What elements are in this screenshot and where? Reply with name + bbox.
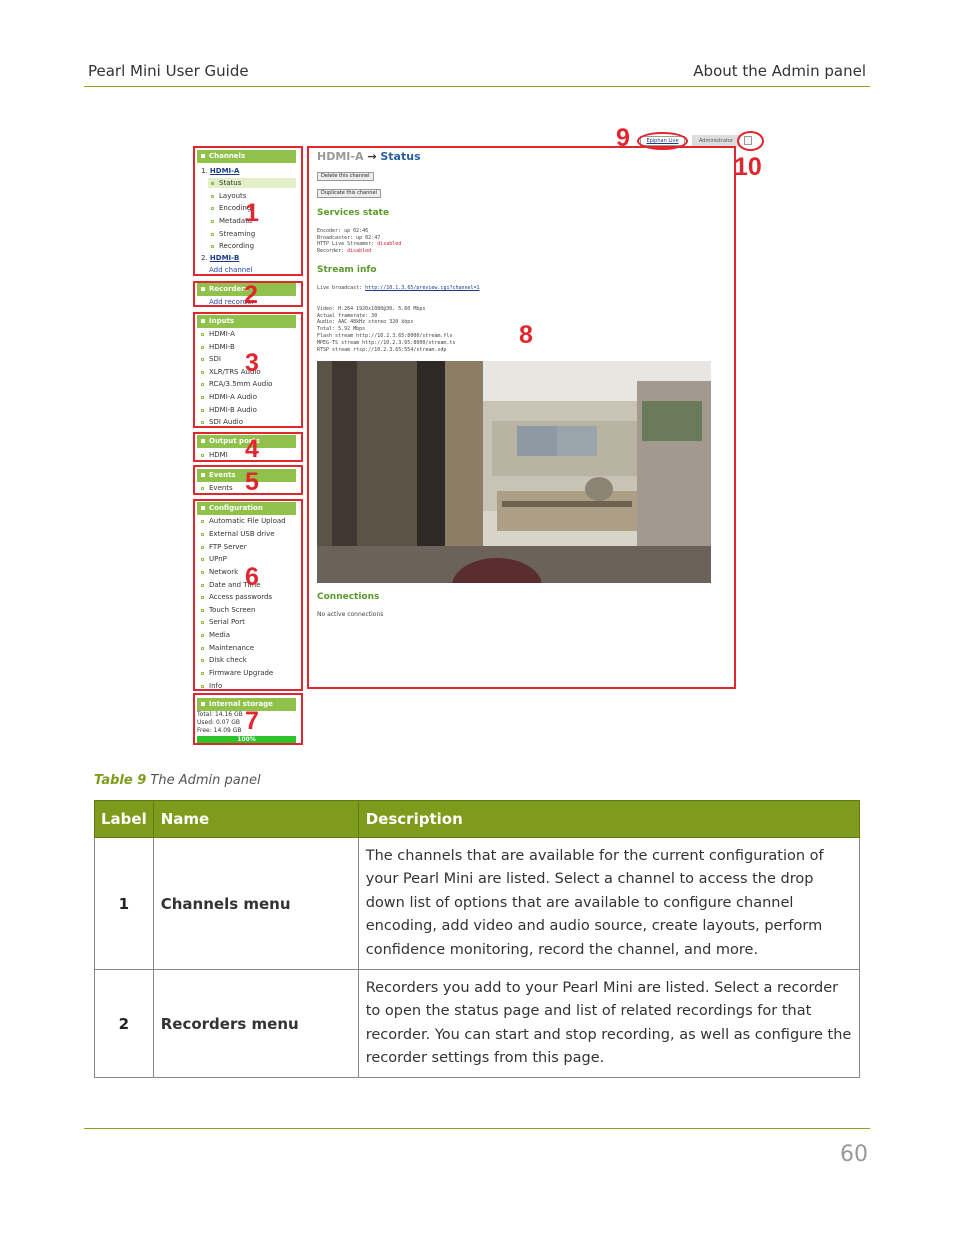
inputs-header[interactable]: Inputs: [197, 315, 296, 328]
callout-box-main: [307, 146, 736, 689]
header-rule: [84, 86, 870, 87]
col-header-description: Description: [358, 801, 859, 838]
config-item[interactable]: Disk check: [201, 655, 247, 665]
storage-header: Internal storage: [197, 698, 296, 711]
input-item[interactable]: XLR/TRS Audio: [201, 367, 261, 377]
services-state-heading: Services state: [317, 208, 390, 218]
configuration-header[interactable]: Configuration: [197, 502, 296, 515]
config-item[interactable]: Access passwords: [201, 592, 272, 602]
stream-line: Video: H.264 1920x1080@30, 5.60 Mbps: [317, 306, 426, 312]
channel-item-streaming[interactable]: Streaming: [211, 229, 255, 239]
output-item-hdmi[interactable]: HDMI: [201, 450, 228, 460]
callout-label-7: 7: [245, 707, 259, 735]
stream-line: Audio: AAC 48kHz stereo 320 kbps: [317, 319, 414, 325]
stream-line: Total: 5.92 Mbps: [317, 326, 366, 332]
config-item[interactable]: Firmware Upgrade: [201, 668, 273, 678]
live-broadcast-link[interactable]: http://10.1.3.65/preview.cgi?channel=1: [365, 285, 480, 291]
row-label: 2: [95, 970, 154, 1078]
row-name: Channels menu: [153, 838, 358, 970]
stream-line: RTSP stream rtsp://10.2.3.65:554/stream.sdp: [317, 347, 447, 353]
callout-label-5: 5: [245, 468, 259, 496]
channel-hdmi-b[interactable]: 2. HDMI-B: [201, 254, 240, 262]
admin-panel-table: [94, 800, 860, 1078]
config-item[interactable]: Network: [201, 567, 238, 577]
config-item[interactable]: Media: [201, 630, 230, 640]
config-item[interactable]: UPnP: [201, 554, 227, 564]
channel-item-layouts[interactable]: Layouts: [211, 191, 246, 201]
channel-item-recording[interactable]: Recording: [211, 241, 254, 251]
table-caption: Table 9 The Admin panel: [94, 773, 261, 788]
config-item[interactable]: Automatic File Upload: [201, 516, 286, 526]
callout-label-9: 9: [616, 124, 630, 152]
config-item[interactable]: FTP Server: [201, 542, 247, 552]
row-description: The channels that are available for the current configuration of your Pearl Mini are listed. Select a channel to access the drop down list of options that are available to configure channel encoding, add video and audio source, create layouts, perform confidence monitoring, record the channel, and more.: [358, 838, 859, 970]
stream-info-heading: Stream info: [317, 265, 377, 275]
recorders-header[interactable]: Recorders: [197, 283, 296, 296]
input-item[interactable]: HDMI-B: [201, 342, 235, 352]
stream-line: MPEG-TS stream http://10.2.3.65:8000/stream.ts: [317, 340, 456, 346]
service-broadcaster: Broadcaster: up 02:47: [317, 234, 381, 241]
service-recorder: Recorder: disabled: [317, 247, 372, 254]
add-channel-link[interactable]: Add channel: [209, 266, 253, 274]
callout-label-8: 8: [519, 321, 533, 349]
connections-heading: Connections: [317, 592, 380, 602]
table-header-row: [95, 801, 860, 838]
callout-ring-logout: [737, 131, 764, 151]
role-label: Administrator: [692, 135, 740, 147]
callout-box-configuration: [193, 499, 303, 691]
storage-percent: 100%: [237, 736, 256, 743]
config-item[interactable]: Date and Time: [201, 580, 260, 590]
input-item[interactable]: SDI Audio: [201, 417, 243, 427]
col-header-label: Label: [95, 801, 154, 838]
callout-label-4: 4: [245, 435, 259, 463]
config-item[interactable]: External USB drive: [201, 529, 275, 539]
channels-header[interactable]: Channels: [197, 150, 296, 163]
stream-line: Flash stream http://10.2.3.65:8000/stream.flv: [317, 333, 453, 339]
channel-item-status[interactable]: Status: [208, 178, 296, 188]
events-item[interactable]: Events: [201, 483, 233, 493]
live-broadcast: Live broadcast: http://10.1.3.65/preview.cgi?channel=1: [317, 285, 480, 291]
input-item[interactable]: RCA/3.5mm Audio: [201, 379, 272, 389]
row-label: 1: [95, 838, 154, 970]
events-header[interactable]: Events: [197, 469, 296, 482]
config-item[interactable]: Serial Port: [201, 617, 245, 627]
storage-total: Total: 14.16 GB: [197, 711, 243, 718]
connections-text: No active connections: [317, 611, 384, 618]
output-ports-header[interactable]: Output ports: [197, 435, 296, 448]
header-section: About the Admin panel: [693, 62, 866, 80]
header-title: Pearl Mini User Guide: [88, 62, 249, 80]
row-name: Recorders menu: [153, 970, 358, 1078]
input-item[interactable]: HDMI-A: [201, 329, 235, 339]
service-http-live: HTTP Live Streamer: disabled: [317, 241, 402, 247]
config-item[interactable]: Info: [201, 681, 222, 691]
callout-label-3: 3: [245, 349, 259, 377]
config-item[interactable]: Touch Screen: [201, 605, 255, 615]
storage-used: Used: 0.07 GB: [197, 719, 240, 726]
stream-line: Actual framerate: 30: [317, 312, 378, 319]
table-row: [95, 838, 860, 970]
callout-label-10: 10: [734, 153, 762, 181]
table-row: [95, 970, 860, 1078]
input-item[interactable]: HDMI-A Audio: [201, 392, 257, 402]
callout-ring-user: [637, 132, 688, 150]
callout-label-1: 1: [245, 199, 259, 227]
page-title: HDMI-A → Status: [317, 150, 421, 163]
page-number: 60: [840, 1142, 868, 1167]
row-description: Recorders you add to your Pearl Mini are listed. Select a recorder to open the status page and list of related recordings for that recorder. You can start and stop recording, as well as configure the recorder settings from this page.: [358, 970, 859, 1078]
config-item[interactable]: Maintenance: [201, 643, 254, 653]
user-link[interactable]: Epiphan Live: [640, 136, 685, 146]
channel-item-encoding[interactable]: Encoding: [211, 203, 251, 213]
add-recorder-link[interactable]: Add recorder: [209, 298, 255, 306]
delete-channel-button[interactable]: Delete this channel: [317, 172, 374, 181]
callout-label-6: 6: [245, 563, 259, 591]
input-item[interactable]: HDMI-B Audio: [201, 405, 257, 415]
duplicate-channel-button[interactable]: Duplicate this channel: [317, 189, 381, 198]
service-encoder: Encoder: up 02:46: [317, 228, 369, 234]
channel-hdmi-a[interactable]: 1. HDMI-A: [201, 167, 240, 175]
channel-item-metadata[interactable]: Metadata: [211, 216, 252, 226]
col-header-name: Name: [153, 801, 358, 838]
input-item[interactable]: SDI: [201, 354, 221, 364]
footer-rule: [84, 1128, 870, 1129]
callout-label-2: 2: [244, 281, 258, 309]
storage-free: Free: 14.09 GB: [197, 727, 242, 734]
